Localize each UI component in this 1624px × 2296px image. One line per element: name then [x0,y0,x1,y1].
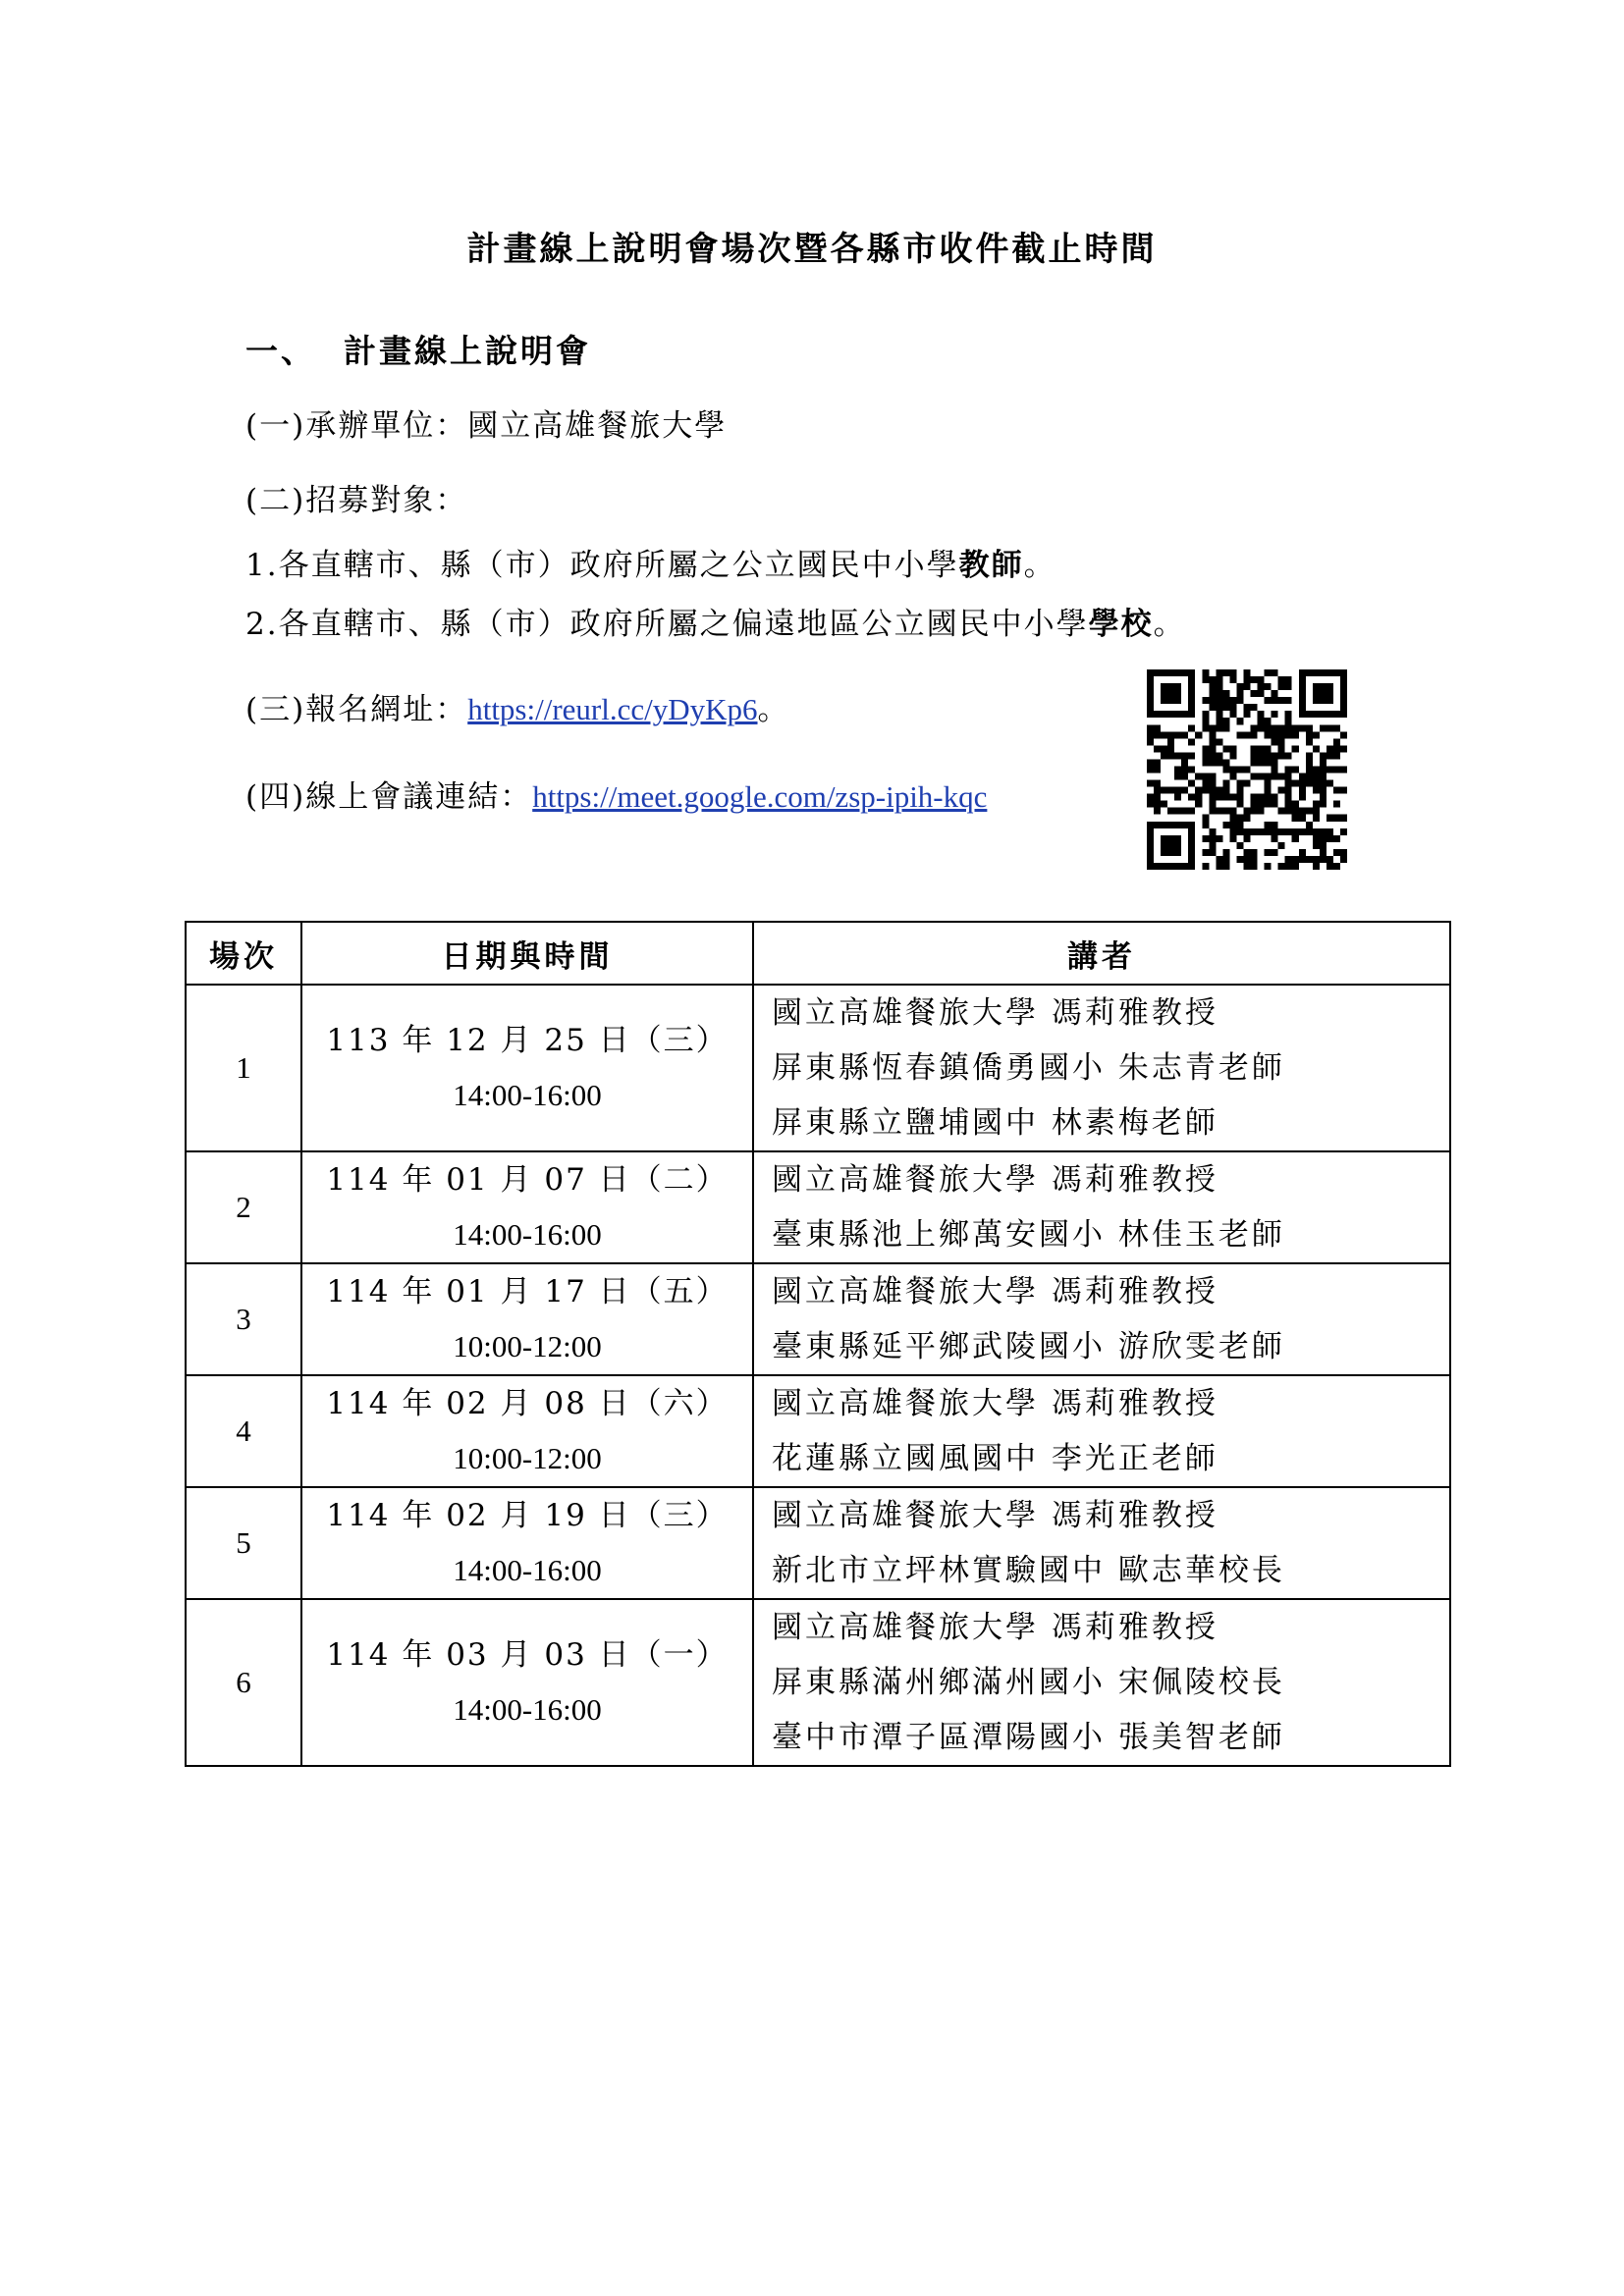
session-date: 114 年 02 月 08 日（六） [326,1386,729,1421]
section-number: 一、 [245,332,316,370]
table-row [186,985,1450,1151]
recruit-item-1-text: 1.各直轄市、縣（市）政府所屬之公立國民中小學 [245,548,959,583]
session-time: 14:00-16:00 [453,1553,602,1587]
recruit-item-1-bold: 教師 [958,548,1024,583]
recruit-item-2-bold: 學校 [1088,607,1154,642]
speaker-line: 國立高雄餐旅大學 馮莉雅教授 [772,1162,1218,1198]
session-datetime [301,1375,753,1487]
speaker-line: 臺中市潭子區潭陽國小 張美智老師 [772,1720,1285,1755]
session-datetime [301,1263,753,1375]
table-header-row [186,922,1450,985]
recruit-item-1-end: 。 [1023,548,1056,583]
meeting-label: (四)線上會議連結： [245,779,533,815]
speaker-line: 花蓮縣立國風國中 李光正老師 [772,1441,1218,1476]
speaker-line: 國立高雄餐旅大學 馮莉雅教授 [772,1610,1218,1645]
session-date: 114 年 02 月 19 日（三） [326,1498,729,1533]
table-row [186,1263,1450,1375]
session-date: 114 年 01 月 17 日（五） [326,1274,729,1309]
registration-link[interactable]: https://reurl.cc/yDyKp6 [467,692,758,726]
speaker-line: 臺東縣延平鄉武陵國小 游欣雯老師 [772,1329,1285,1364]
speaker-line: 國立高雄餐旅大學 馮莉雅教授 [772,1274,1218,1309]
header-speakers: 講者 [753,922,1450,985]
registration-line [245,684,790,728]
speaker-line: 國立高雄餐旅大學 馮莉雅教授 [772,1386,1218,1421]
session-datetime [301,1599,753,1766]
speaker-line: 新北市立坪林實驗國中 歐志華校長 [772,1553,1285,1588]
recruit-item-2 [245,599,1186,643]
session-date: 114 年 03 月 03 日（一） [326,1637,729,1673]
recruit-item-1 [245,540,1056,584]
session-speakers [753,1599,1450,1766]
session-number: 2 [186,1151,301,1263]
session-date: 113 年 12 月 25 日（三） [326,1023,729,1058]
session-datetime [301,1151,753,1263]
table-row [186,1375,1450,1487]
meeting-link[interactable]: https://meet.google.com/zsp-ipih-kqc [532,779,988,814]
session-datetime [301,985,753,1151]
qr-code-icon[interactable] [1147,669,1347,870]
session-time: 14:00-16:00 [453,1692,602,1727]
organizer-line [245,400,727,445]
header-datetime: 日期與時間 [301,922,753,985]
session-speakers [753,1151,1450,1263]
session-time: 10:00-12:00 [453,1441,602,1475]
speaker-line: 臺東縣池上鄉萬安國小 林佳玉老師 [772,1217,1285,1253]
session-number: 1 [186,985,301,1151]
speaker-line: 屏東縣恆春鎮僑勇國小 朱志青老師 [772,1050,1285,1086]
session-date: 114 年 01 月 07 日（二） [326,1162,729,1198]
session-time: 14:00-16:00 [453,1078,602,1112]
session-number: 3 [186,1263,301,1375]
speaker-line: 屏東縣滿州鄉滿州國小 宋佩陵校長 [772,1665,1285,1700]
header-session: 場次 [186,922,301,985]
section-heading [245,326,591,372]
table-row [186,1487,1450,1599]
recruit-item-2-end: 。 [1153,607,1186,642]
table-row [186,1151,1450,1263]
session-number: 5 [186,1487,301,1599]
section-title: 計畫線上說明會 [344,332,591,370]
session-speakers [753,1487,1450,1599]
recruit-item-2-text: 2.各直轄市、縣（市）政府所屬之偏遠地區公立國民中小學 [245,607,1089,642]
organizer-value: 國立高雄餐旅大學 [467,408,728,444]
registration-suffix: 。 [757,692,790,727]
session-speakers [753,1263,1450,1375]
organizer-label: (一)承辦單位： [245,408,468,444]
session-time: 10:00-12:00 [453,1329,602,1363]
session-time: 14:00-16:00 [453,1217,602,1252]
table-row [186,1599,1450,1766]
session-speakers [753,1375,1450,1487]
session-datetime [301,1487,753,1599]
session-number: 6 [186,1599,301,1766]
speaker-line: 國立高雄餐旅大學 馮莉雅教授 [772,1498,1218,1533]
meeting-line [245,772,987,816]
speaker-line: 國立高雄餐旅大學 馮莉雅教授 [772,995,1218,1031]
session-number: 4 [186,1375,301,1487]
recruit-label: (二)招募對象： [245,483,468,518]
session-speakers [753,985,1450,1151]
speaker-line: 屏東縣立鹽埔國中 林素梅老師 [772,1105,1218,1141]
schedule-table [185,921,1451,1767]
page-title: 計畫線上說明會場次暨各縣市收件截止時間 [466,230,1158,269]
registration-label: (三)報名網址： [245,692,468,727]
